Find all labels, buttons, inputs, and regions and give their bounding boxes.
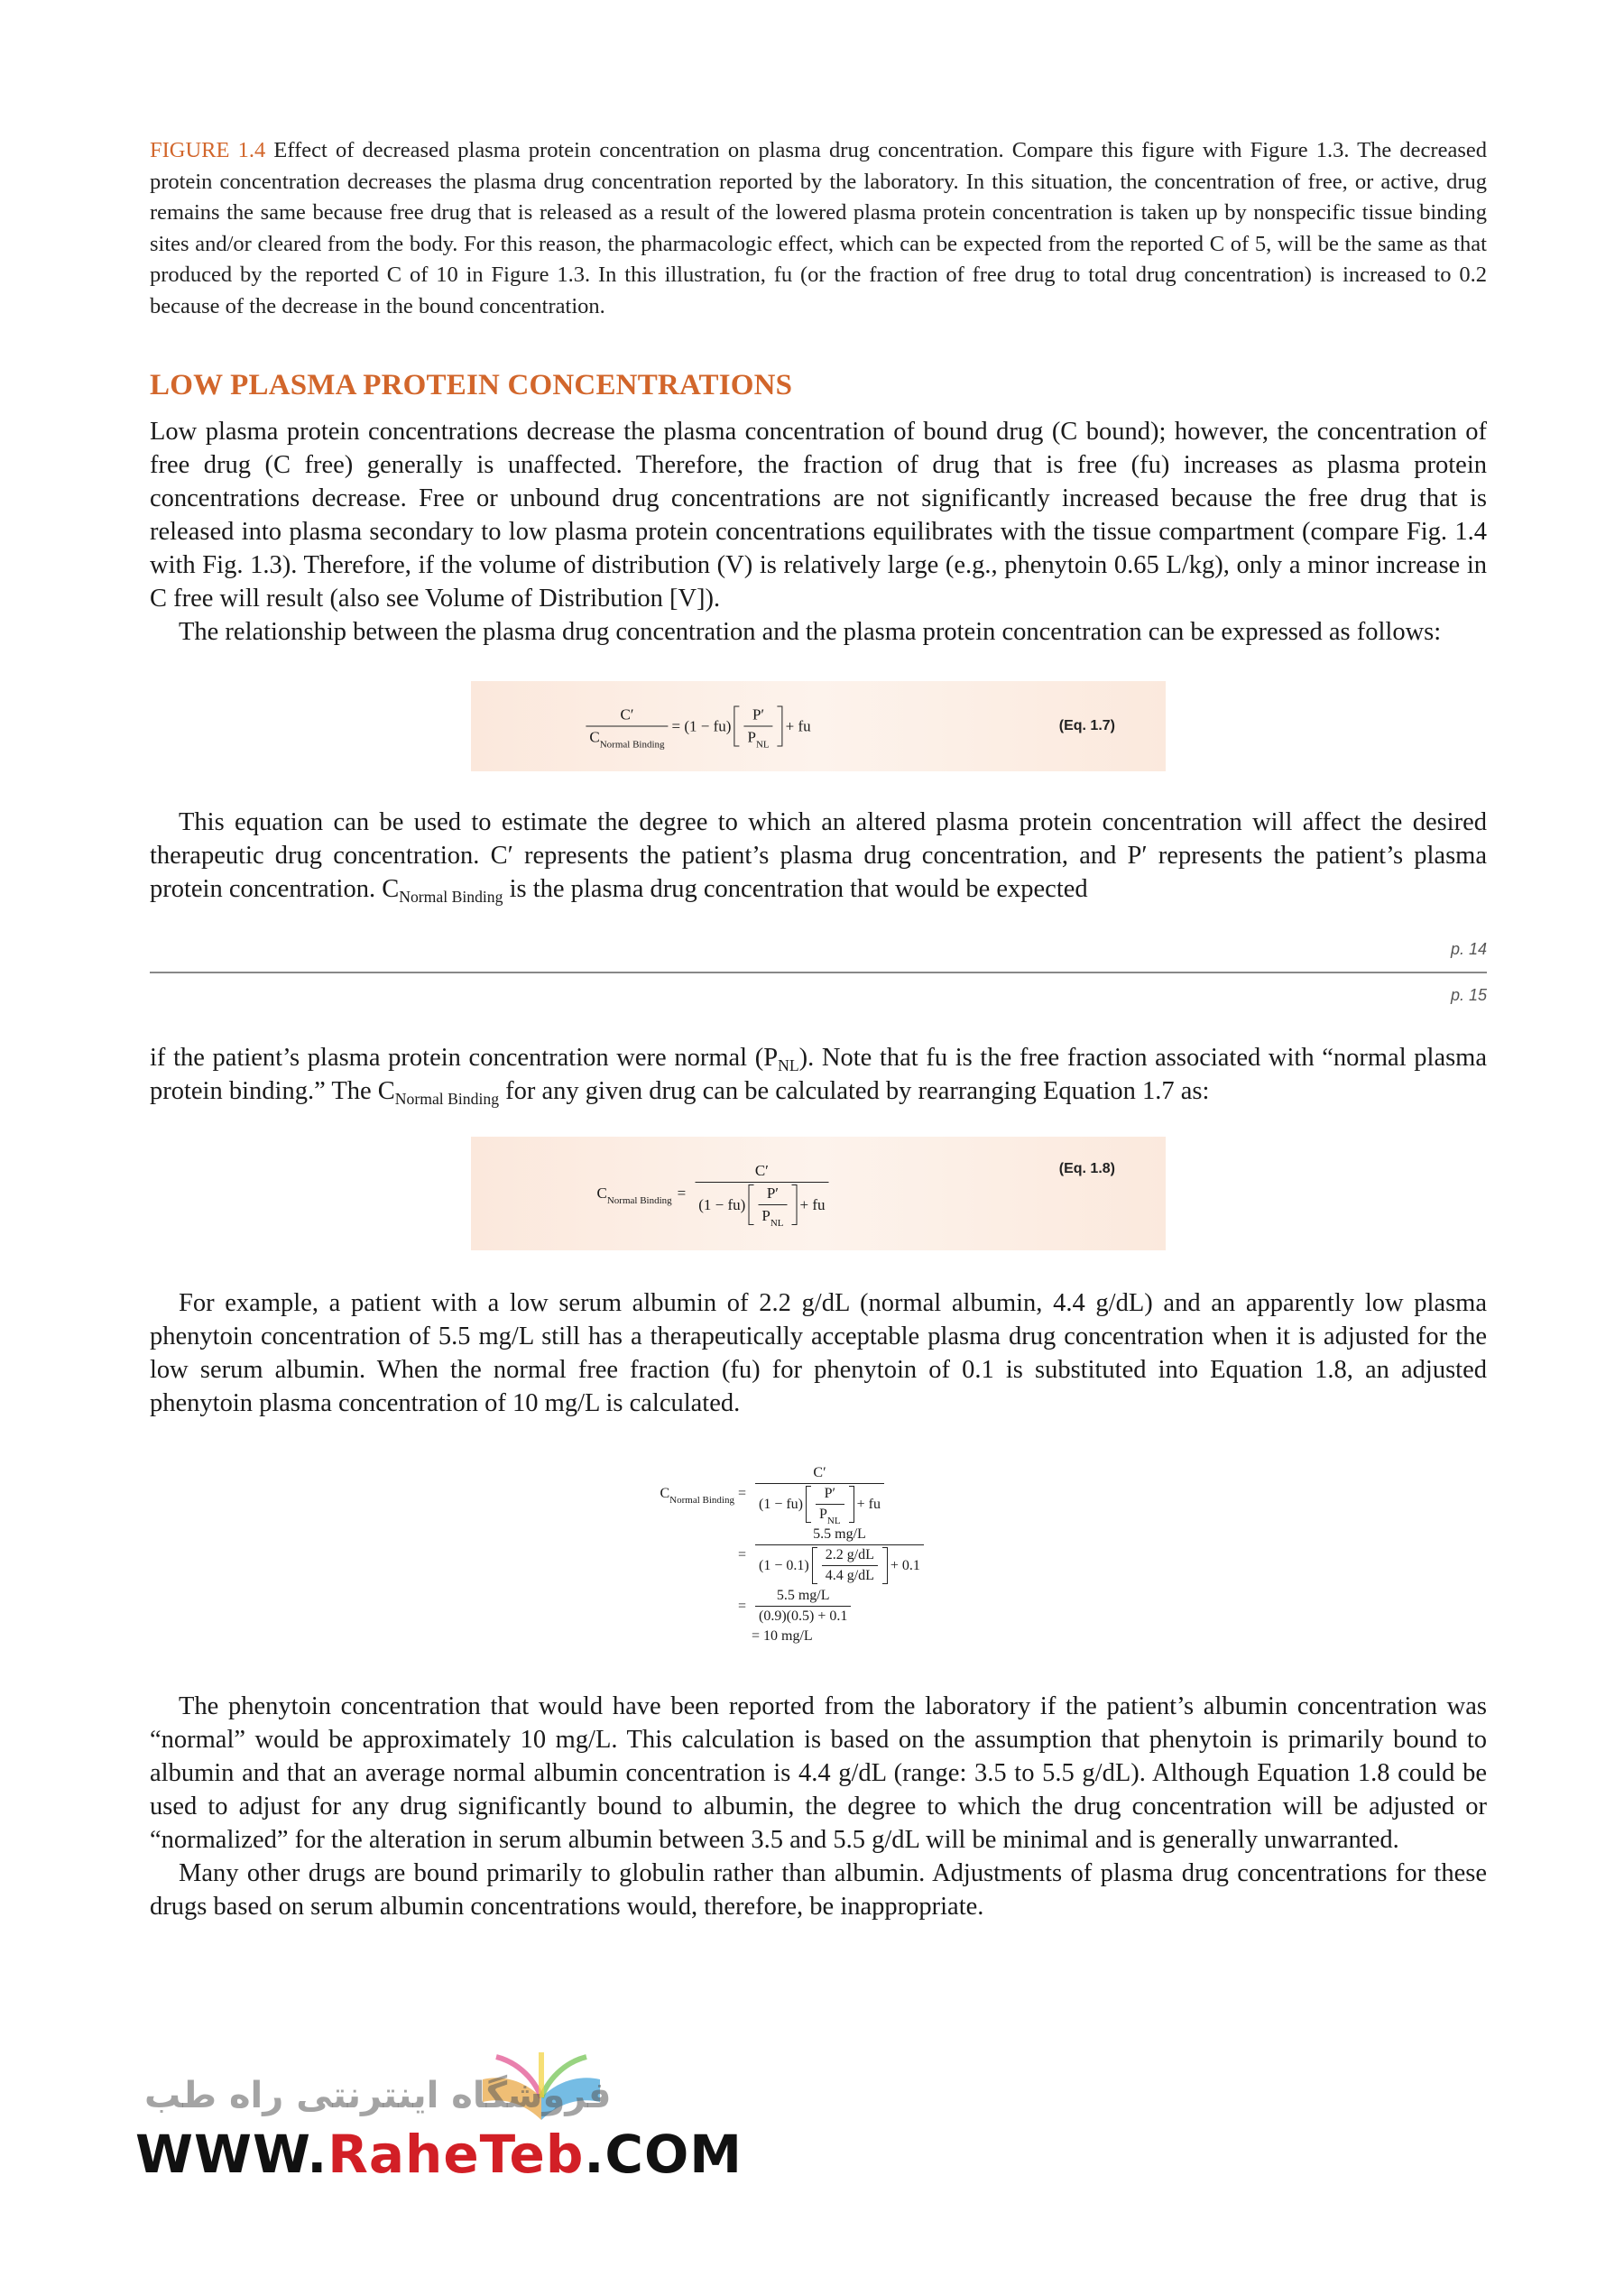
eq17-fraction: $\frac{C'}{C_{Normal Binding}}$ bbox=[586, 706, 668, 747]
eq17-tail: + fu bbox=[785, 717, 811, 734]
paragraph-7: Many other drugs are bound primarily to globulin rather than albumin. Adjustments of plasma drug concentrations for these drugs based on serum albumin concentrations would, therefore, be inappropriate. bbox=[150, 1859, 1487, 1921]
paragraph-2: The relationship between the plasma drug concentration and the plasma protein concentration can be expressed as follows: bbox=[179, 618, 1442, 646]
paragraph-6: The phenytoin concentration that would have been reported from the laboratory if the patient’s albumin concentration was “normal” would be approximately 10 mg/L. This calculation is based on the assumption that phenytoin is primarily bound to albumin and that an average normal albumin concentration is 4.4 g/dL (range: 3.5 to 5.5 g/dL). Although Equation 1.8 could be used to adjust for any drug significantly bound to albumin, the degree to which the drug concentration will be adjusted or “normalized” for the alteration in serum albumin between 3.5 and 5.5 g/dL will be minimal and is generally unwarranted. bbox=[150, 1692, 1487, 1854]
eq17-bracket: $\frac{P'}{P_{NL}}$ bbox=[734, 706, 782, 747]
eq17-label: (Eq. 1.7) bbox=[1058, 718, 1115, 733]
paragraph-3: This equation can be used to estimate the degree to which an altered plasma protein concentration will affect the desired therapeutic drug concentration. C′ represents the patient’s plasma drug concentration, and P′ represents the patient’s plasma protein concentration. $C_{Normal Binding}$ is the plasma drug concentration that would be expected bbox=[150, 808, 1487, 906]
figure-caption-text: Effect of decreased plasma protein concentration on plasma drug concentration. Compare this figure with Figure 1.3. The decreased protein concentration decreases the plasma drug concentration reported by the laboratory. In this situation, the concentration of free, or active, drug remains the same because free drug that is released as a result of the lowered plasma protein concentration is taken up by nonspecific tissue binding sites and/or cleared from the body. For this reason, the pharmacologic effect, which can be expected from the reported C of 5, will be the same as that produced by the reported C of 10 in Figure 1.3. In this illustration, fu (or the fraction of free drug to total drug concentration) is increased to 0.2 because of the decrease in the bound concentration. bbox=[150, 138, 1487, 318]
eq18-label: (Eq. 1.8) bbox=[1058, 1161, 1115, 1176]
paragraph-5: For example, a patient with a low serum albumin of 2.2 g/dL (normal albumin, 4.4 g/dL) and an apparently low plasma phenytoin concentration of 5.5 mg/L still has a therapeutically acceptable plasma drug concentration when it is adjusted for the low serum albumin. When the normal free fraction (fu) for phenytoin of 0.1 is substituted into Equation 1.8, an adjusted phenytoin plasma concentration of 10 mg/L is calculated. bbox=[150, 1289, 1487, 1417]
eq18-lhs: $C_{Normal Binding}$ bbox=[596, 1184, 672, 1206]
equation-1-8: $C_{Normal Binding}$ = C′ (1 − fu) $\frac{P'}{P_{NL}}$ + fu (Eq. 1.8) bbox=[471, 1137, 1166, 1250]
watermark-logo bbox=[135, 2048, 743, 2192]
eq17-mid: = (1 − fu) bbox=[671, 717, 732, 734]
watermark-url: WWW.RaheTeb.COM bbox=[135, 2124, 743, 2185]
paragraph-1: Low plasma protein concentrations decrease the plasma concentration of bound drug (C bound); however, the concentration of free drug (C free) generally is unaffected. Therefore, the fraction of drug that is free (fu) increases as plasma protein concentrations decrease. Free or unbound drug concentrations are not significantly increased because the free drug that is released into plasma secondary to low plasma protein concentrations equilibrates with the tissue compartment (compare Fig. 1.4 with Fig. 1.3). Therefore, if the volume of distribution (V) is relatively large (e.g., phenytoin 0.65 L/kg), only a minor increase in C free will result (also see Volume of Distribution [V]). bbox=[150, 418, 1487, 613]
figure-caption bbox=[150, 135, 1487, 322]
watermark-persian-text: فروشگاه اینترنتی راه طب bbox=[144, 2075, 612, 2116]
equation-1-7 bbox=[471, 681, 1166, 771]
page-divider bbox=[150, 972, 1487, 973]
section-heading: LOW PLASMA PROTEIN CONCENTRATIONS bbox=[150, 369, 793, 401]
page-content bbox=[150, 135, 1487, 1923]
figure-label: FIGURE 1.4 bbox=[150, 138, 266, 162]
page-number-prev: p. 14 bbox=[1450, 940, 1487, 958]
paragraph-4: if the patient’s plasma protein concentration were normal $(P_{NL})$. Note that fu is the free fraction associated with “normal plasma protein binding.” The $C_{Normal Binding}$ for any given drug can be calculated by rearranging Equation 1.7 as: bbox=[150, 1044, 1488, 1108]
worked-calculation: $C_{Normal Binding}$ = C′ (1 − fu) $\frac{P'}{P_{NL}}$ + fu = 5.5 mg/L (1 − 0.1) $\frac{2.2 g/dL}{4.4 g/dL}$ + 0.1 = $\frac{5.5 mg/L}{(0.9)(0.5) + 0.1}$ = 10 mg/L bbox=[647, 1465, 954, 1645]
page-number-next: p. 15 bbox=[1450, 986, 1487, 1004]
eq18-fraction: C′ (1 − fu) $\frac{P'}{P_{NL}}$ + fu bbox=[695, 1162, 828, 1225]
